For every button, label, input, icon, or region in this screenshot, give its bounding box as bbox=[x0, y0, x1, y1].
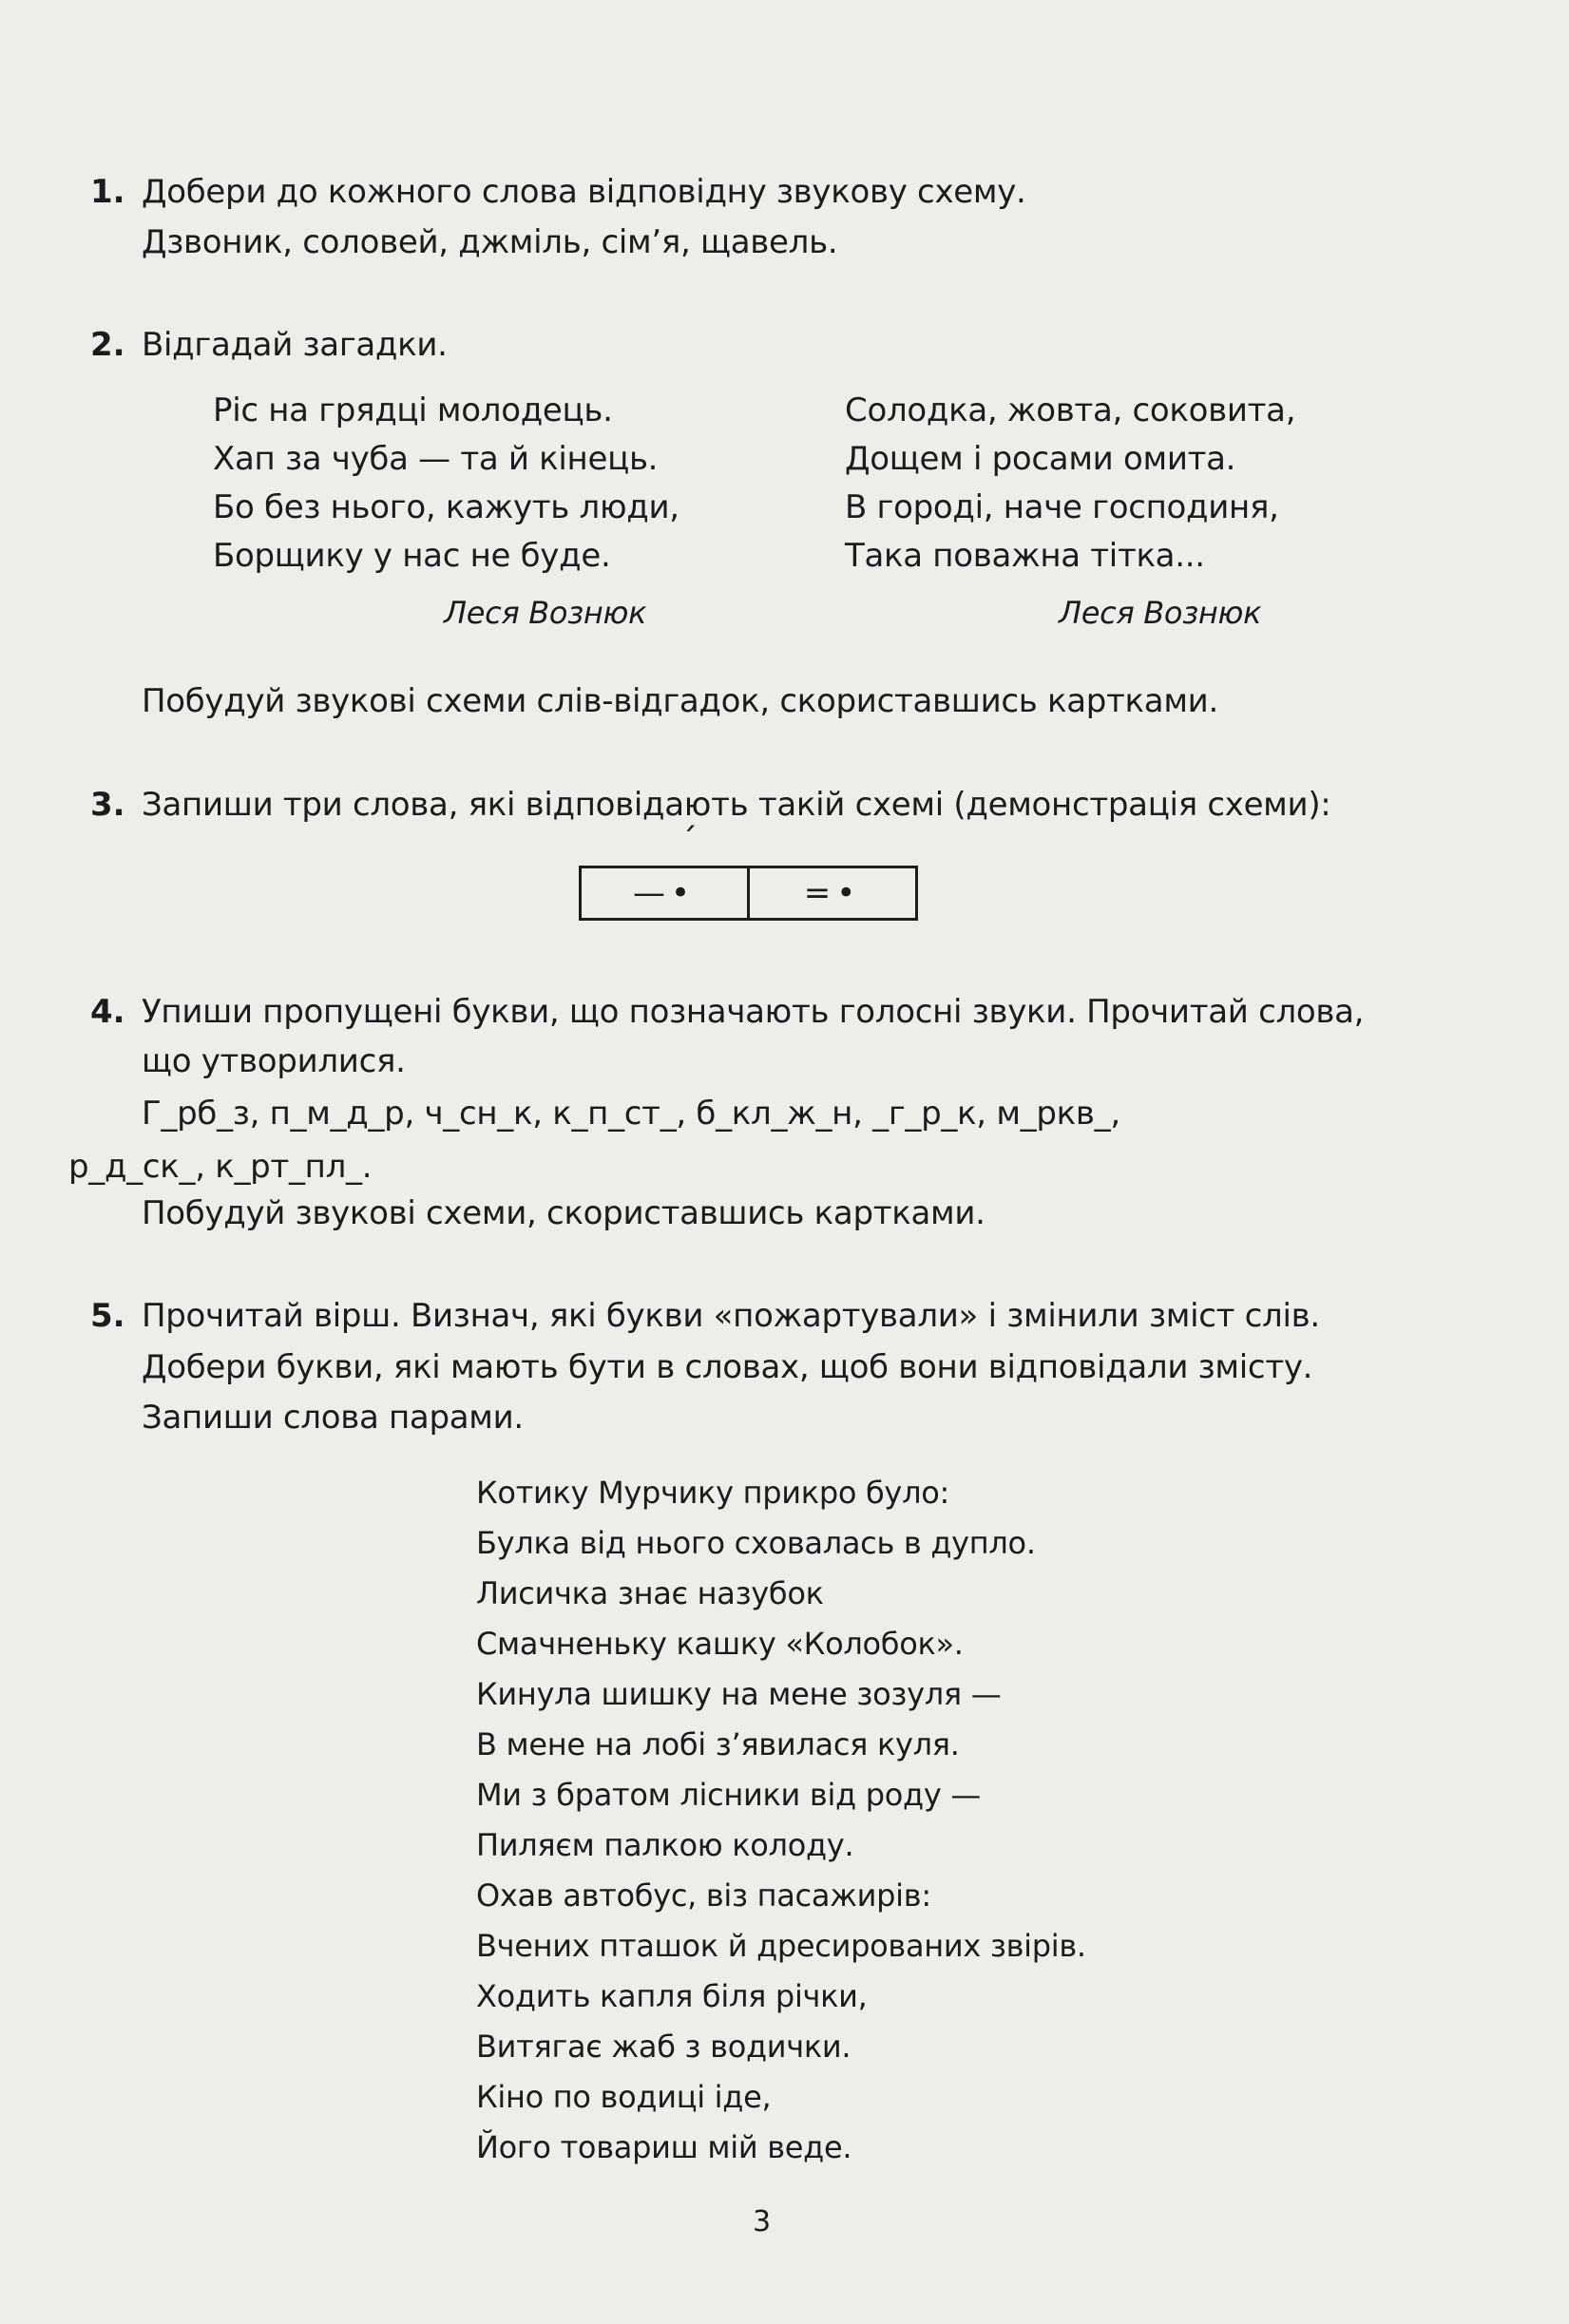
poem-line: Вчених пташок й дресированих звірів. bbox=[476, 1928, 1086, 1964]
exercise-1-instruction: Добери до кожного слова відповідну звукову схему. bbox=[142, 173, 1026, 211]
exercise-4-number: 4. bbox=[90, 993, 125, 1031]
exercise-3-instruction: Запиши три слова, які відповідають такій схемі (демонстрація схеми): bbox=[142, 786, 1331, 824]
poem-line: Охав автобус, віз пасажирів: bbox=[476, 1877, 931, 1914]
poem-line: Його товариш мій веде. bbox=[476, 2129, 852, 2165]
poem-line: Кіно по водиці іде, bbox=[476, 2079, 772, 2115]
riddle-right-line: Солодка, жовта, соковита, bbox=[845, 391, 1296, 429]
exercise-3-number: 3. bbox=[90, 786, 125, 824]
poem-line: Пиляєм палкою колоду. bbox=[476, 1827, 854, 1863]
exercise-5-number: 5. bbox=[90, 1297, 125, 1335]
poem-line: Кинула шишку на мене зозуля — bbox=[476, 1676, 1002, 1712]
exercise-5-instruction: Прочитай вірш. Визнач, які букви «пожартували» і змінили зміст слів. bbox=[142, 1297, 1320, 1335]
riddle-left-line: Бо без нього, кажуть люди, bbox=[213, 488, 679, 526]
page-number: 3 bbox=[753, 2205, 772, 2238]
exercise-2-task: Побудуй звукові схеми слів-відгадок, скориставшись картками. bbox=[142, 682, 1218, 720]
poem-line: Витягає жаб з водички. bbox=[476, 2029, 851, 2065]
poem-line: Булка від нього сховалась в дупло. bbox=[476, 1525, 1036, 1561]
exercise-2-number: 2. bbox=[90, 326, 125, 364]
riddle-right-line: Така поважна тітка... bbox=[845, 537, 1205, 575]
exercise-4-instruction: Упиши пропущені букви, що позначають голосні звуки. Прочитай слова, bbox=[142, 993, 1365, 1031]
scheme-cell-2: =• bbox=[747, 868, 915, 918]
poem-line: Ми з братом лісники від роду — bbox=[476, 1777, 982, 1813]
riddle-right-line: Дощем і росами омита. bbox=[845, 440, 1236, 478]
exercise-4-instruction-cont: що утворилися. bbox=[142, 1042, 406, 1080]
scheme-cell-1: —• bbox=[632, 874, 697, 912]
riddle-left-line: Ріс на грядці молодець. bbox=[213, 391, 613, 429]
riddle-left-author: Леся Вознюк bbox=[444, 595, 647, 631]
riddle-left-line: Борщику у нас не буде. bbox=[213, 537, 611, 575]
exercise-1-number: 1. bbox=[90, 173, 125, 211]
poem-line: В мене на лобі з’явилася куля. bbox=[476, 1726, 960, 1762]
poem-line: Котику Мурчику прикро було: bbox=[476, 1475, 949, 1511]
poem-line: Смачненьку кашку «Колобок». bbox=[476, 1626, 964, 1662]
exercise-2-title: Відгадай загадки. bbox=[142, 326, 448, 364]
stress-mark: ´ bbox=[680, 822, 698, 861]
riddle-right-line: В городі, наче господиня, bbox=[845, 488, 1279, 526]
sound-scheme bbox=[579, 866, 918, 921]
exercise-1-words: Дзвоник, соловей, джміль, сім’я, щавель. bbox=[142, 223, 838, 261]
poem-line: Ходить капля біля річки, bbox=[476, 1978, 868, 2014]
exercise-4-words-cont: р_д_ск_, к_рт_пл_. bbox=[68, 1148, 373, 1186]
exercise-4-words: Г_рб_з, п_м_д_р, ч_сн_к, к_п_ст_, б_кл_ж_н, _г_р_к, м_ркв_, bbox=[142, 1095, 1120, 1133]
riddle-left-line: Хап за чуба — та й кінець. bbox=[213, 440, 659, 478]
exercise-5-instruction-cont: Добери букви, які мають бути в словах, щоб вони відповідали змісту. bbox=[142, 1348, 1313, 1386]
riddle-right-author: Леся Вознюк bbox=[1059, 595, 1262, 631]
exercise-5-instruction-end: Запиши слова парами. bbox=[142, 1399, 524, 1437]
poem-line: Лисичка знає назубок bbox=[476, 1575, 824, 1611]
exercise-4-task: Побудуй звукові схеми, скориставшись картками. bbox=[142, 1194, 985, 1232]
